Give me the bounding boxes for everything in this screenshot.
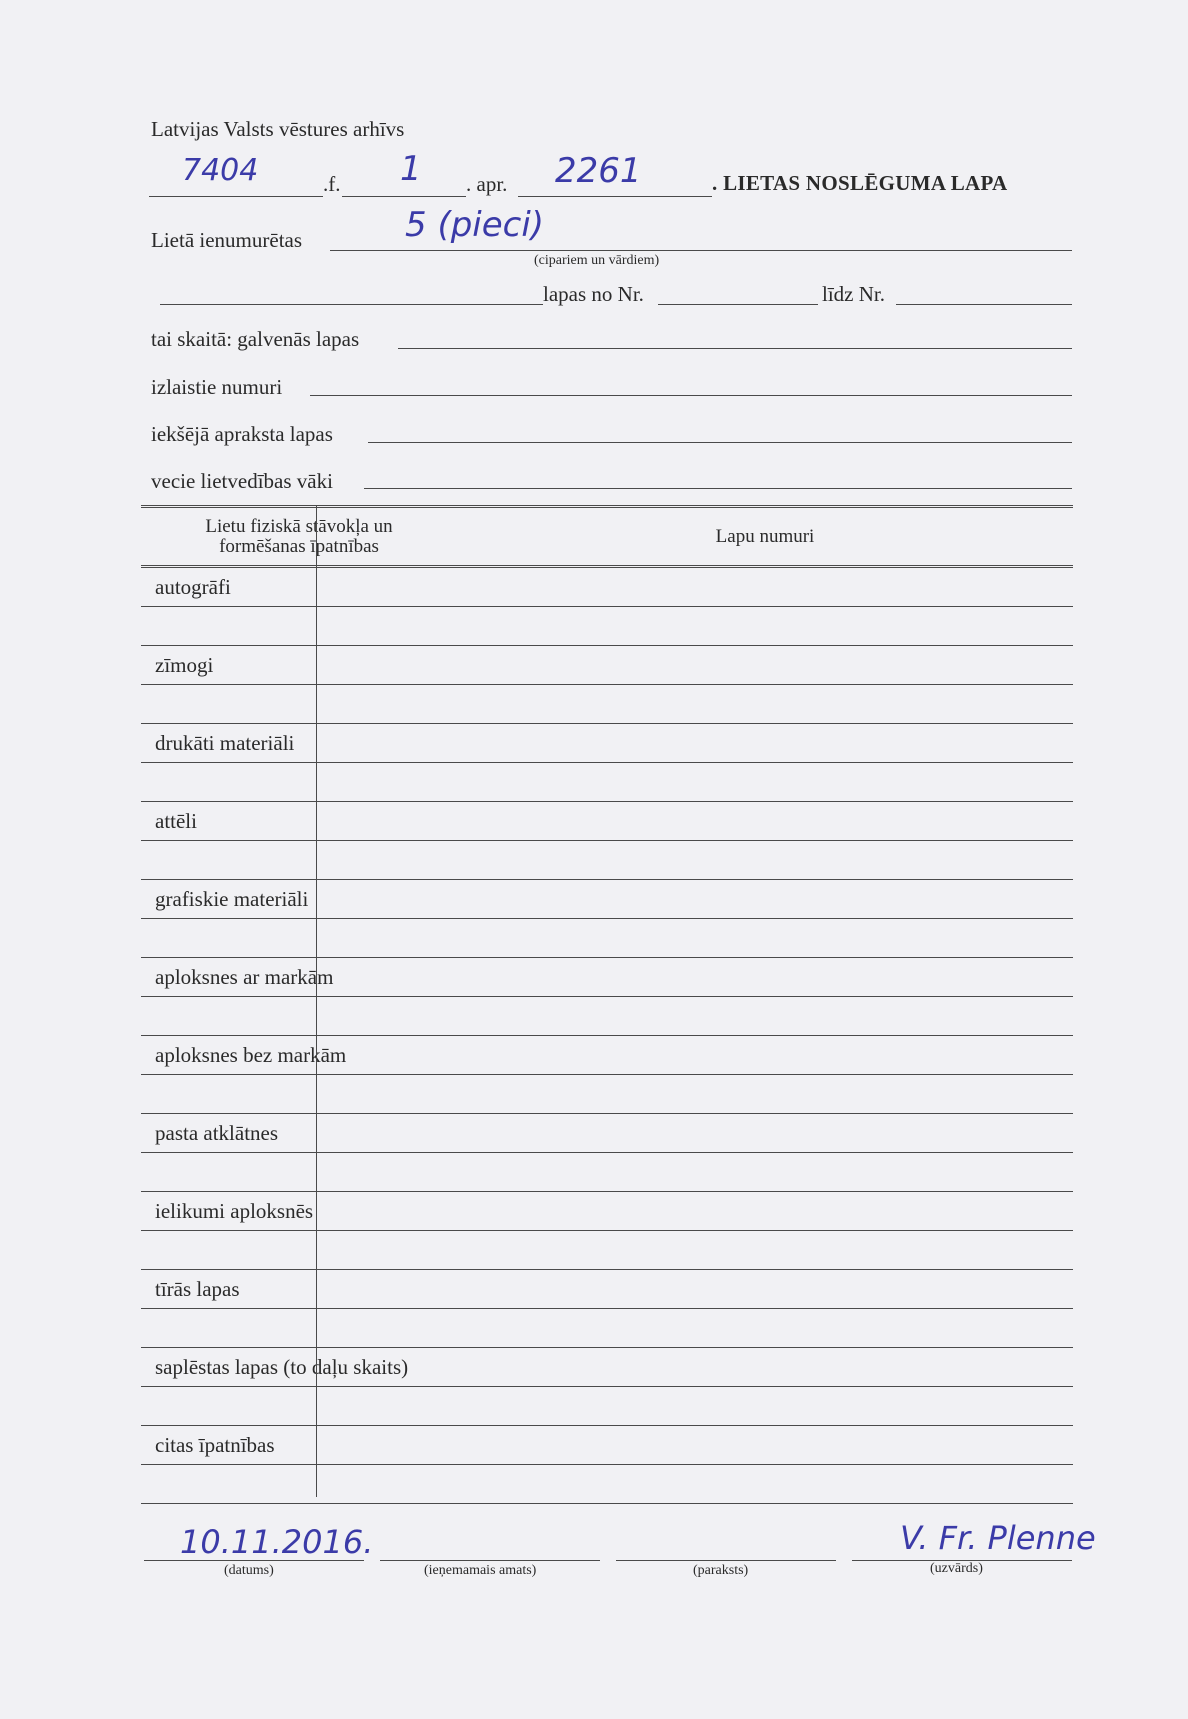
row-label: tīrās lapas [155, 1276, 240, 1301]
signature-label: (paraksts) [693, 1563, 749, 1578]
table-row [141, 568, 1073, 607]
position-label: (ieņemamais amats) [424, 1563, 537, 1578]
table-row [141, 1153, 1073, 1192]
archive-name: Latvijas Valsts vēstures arhīvs [151, 117, 405, 141]
table-row [141, 1075, 1073, 1114]
column-divider [316, 505, 317, 1497]
pages-to-line [896, 304, 1072, 305]
lieta-value: 2261 [555, 151, 642, 191]
skipped-label: izlaistie numuri [151, 375, 283, 399]
row-label: ielikumi aploksnēs [155, 1198, 314, 1223]
table-row [141, 1192, 1073, 1231]
date-label: (datums) [224, 1563, 274, 1578]
main-pages-line [398, 348, 1072, 349]
table-row [141, 763, 1073, 802]
row-label: saplēstas lapas (to daļu skaits) [155, 1354, 409, 1379]
table-row [141, 1426, 1073, 1465]
table-row [141, 1270, 1073, 1309]
numbered-value: 5 (pieci) [405, 205, 545, 245]
numbered-label: Lietā ienumurētas [151, 228, 303, 252]
row-label: attēli [155, 808, 197, 833]
table-row [141, 997, 1073, 1036]
table-row [141, 1231, 1073, 1270]
pages-prefix-line [160, 304, 543, 305]
row-label: zīmogi [155, 652, 214, 677]
table-header [141, 505, 1073, 568]
date-line [144, 1560, 364, 1561]
table-row [141, 1348, 1073, 1387]
row-label: aploksnes bez markām [155, 1042, 347, 1067]
table-row [141, 1387, 1073, 1426]
fonds-value: 7404 [182, 153, 259, 188]
table-row [141, 685, 1073, 724]
skipped-line [310, 395, 1072, 396]
table-row [141, 1309, 1073, 1348]
row-label: autogrāfi [155, 574, 231, 599]
inventory-line [368, 442, 1072, 443]
page-title: . LIETAS NOSLĒGUMA LAPA [712, 171, 1008, 195]
table-body [141, 568, 1073, 1504]
table-row [141, 724, 1073, 763]
lieta-line [518, 196, 712, 197]
old-covers-label: vecie lietvedības vāki [151, 469, 333, 493]
main-pages-label: tai skaitā: galvenās lapas [151, 327, 360, 351]
table-row [141, 607, 1073, 646]
features-table [141, 505, 1073, 1504]
table-row [141, 1036, 1073, 1075]
table-row [141, 880, 1073, 919]
fonds-label: .f. [323, 172, 341, 196]
surname-label: (uzvārds) [930, 1561, 983, 1576]
apr-label: . apr. [466, 172, 508, 196]
apr-line [342, 196, 466, 197]
inventory-label: iekšējā apraksta lapas [151, 422, 333, 446]
row-label: pasta atklātnes [155, 1120, 279, 1145]
row-label: aploksnes ar markām [155, 964, 334, 989]
pages-to-label: līdz Nr. [822, 282, 885, 306]
col1-header: Lietu fiziskā stāvokļa un formēšanas īpatnības [205, 515, 393, 557]
numbered-line [330, 250, 1072, 251]
numbered-hint: (cipariem un vārdiem) [534, 253, 660, 268]
old-covers-line [364, 488, 1072, 489]
table-row [141, 958, 1073, 997]
apr-value: 1 [400, 149, 422, 189]
signature-line [616, 1560, 836, 1561]
table-row [141, 802, 1073, 841]
table-row [141, 1114, 1073, 1153]
date-value: 10.11.2016. [180, 1523, 374, 1561]
pages-from-line [658, 304, 818, 305]
position-line [380, 1560, 600, 1561]
pages-from-label: lapas no Nr. [543, 282, 644, 306]
row-label: citas īpatnības [155, 1432, 275, 1457]
surname-value: V. Fr. Plenne [900, 1519, 1096, 1557]
table-row [141, 841, 1073, 880]
table-row [141, 1465, 1073, 1504]
table-row [141, 919, 1073, 958]
table-row [141, 646, 1073, 685]
fonds-line [149, 196, 323, 197]
col2-header: Lapu numuri [715, 525, 815, 547]
row-label: grafiskie materiāli [155, 886, 309, 911]
row-label: drukāti materiāli [155, 730, 295, 755]
